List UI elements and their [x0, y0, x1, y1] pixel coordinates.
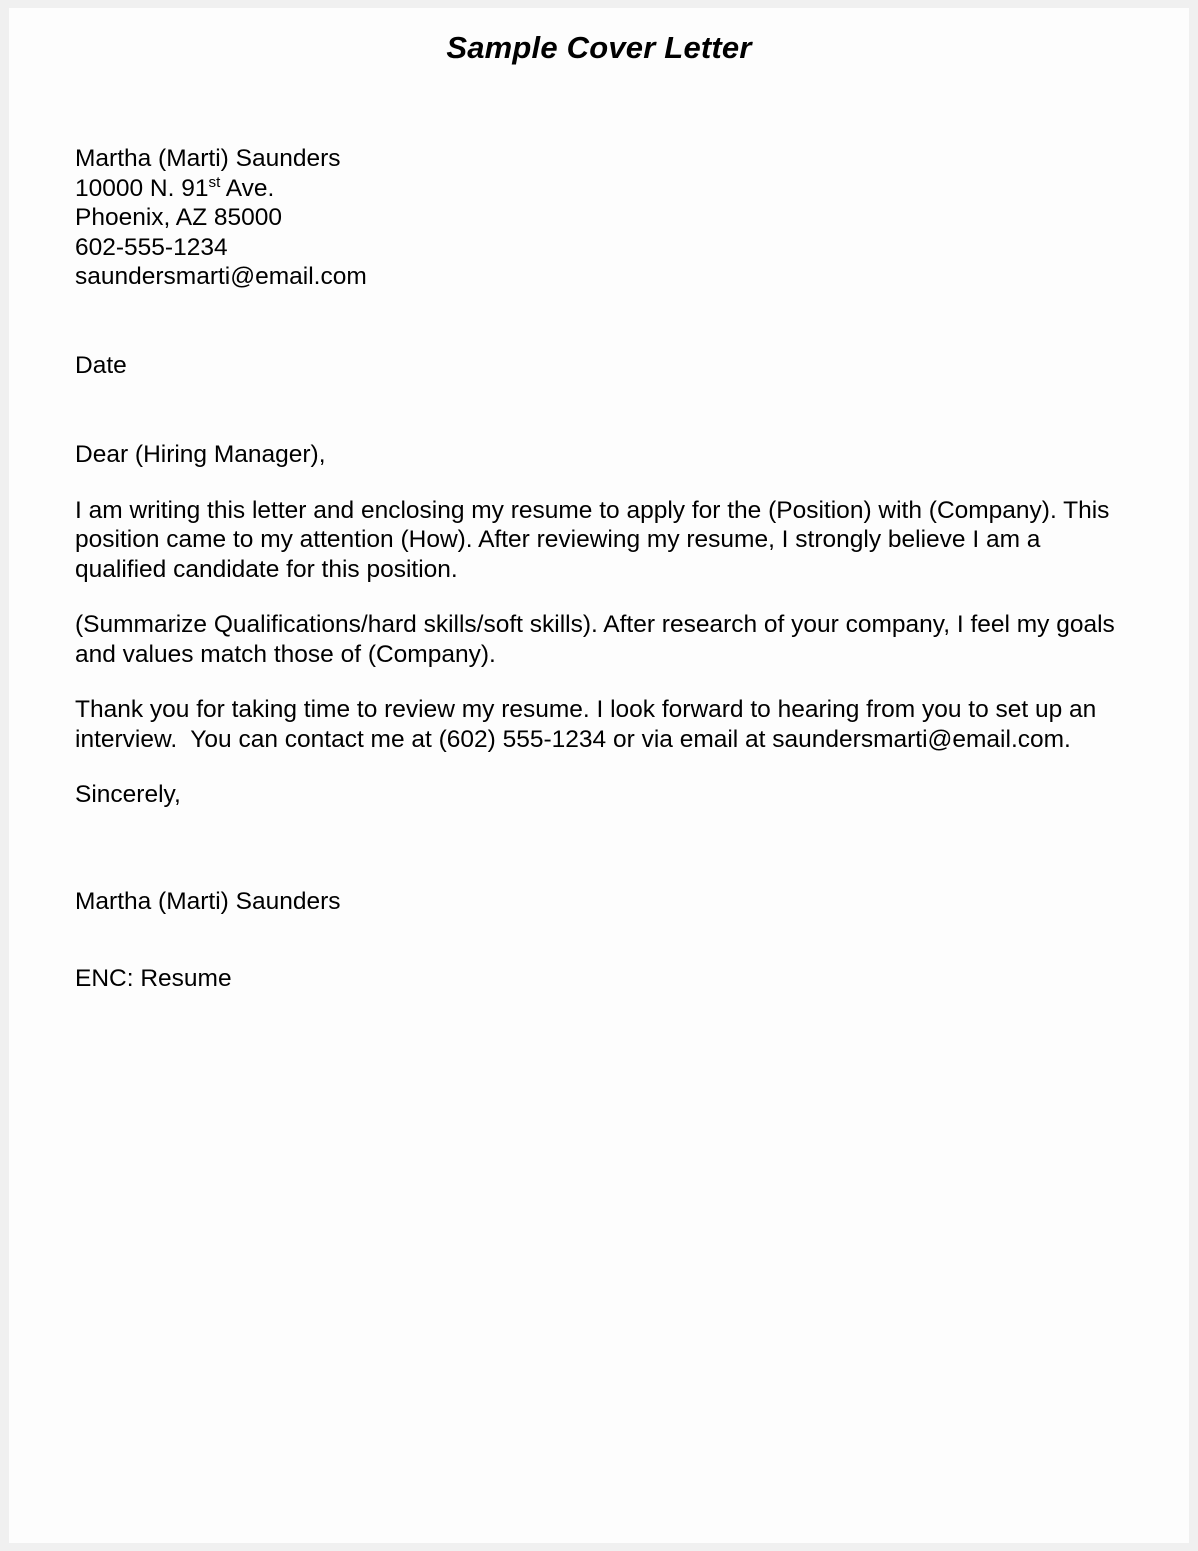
sender-street-number: 10000 N. 91 — [75, 174, 209, 202]
sender-phone: 602-555-1234 — [75, 233, 228, 261]
signature-space — [75, 810, 1137, 887]
enclosure-line: ENC: Resume — [75, 965, 232, 992]
letter-body — [75, 144, 1137, 994]
body-paragraph-1: I am writing this letter and enclosing my resume to apply for the (Position) with (Company). This position came to my attention (How). After reviewing my resume, I strongly believe I am a qualified candidate for this position. — [75, 496, 1117, 583]
body-paragraph-3: Thank you for taking time to review my resume. I look forward to hearing from you to set up an interview. You can contact me at (602) 555-1234 or via email at saundersmarti@email.com. — [75, 696, 1104, 753]
sender-street — [75, 174, 1137, 204]
spacer — [75, 380, 1137, 440]
body-paragraph-2: (Summarize Qualifications/hard skills/soft skills). After research of your company, I feel my goals and values match those of (Company). — [75, 611, 1122, 668]
spacer — [75, 292, 1137, 351]
document-page — [9, 8, 1189, 1543]
spacer — [75, 669, 1137, 695]
closing-line: Sincerely, — [75, 781, 181, 808]
spacer — [75, 584, 1137, 610]
sender-name: Martha (Marti) Saunders — [75, 145, 341, 172]
sender-street-suffix: Ave. — [220, 174, 275, 202]
salutation: Dear (Hiring Manager), — [75, 441, 326, 468]
sender-email: saundersmarti@email.com — [75, 263, 367, 290]
sender-address-block — [75, 144, 1137, 292]
sender-street-ordinal: st — [208, 173, 221, 191]
sender-city-state-zip: Phoenix, AZ 85000 — [75, 204, 283, 231]
spacer — [75, 470, 1137, 496]
spacer — [75, 754, 1137, 780]
date-line: Date — [75, 351, 127, 379]
signature-name: Martha (Marti) Saunders — [75, 887, 341, 915]
page-title: Sample Cover Letter — [446, 30, 752, 65]
spacer — [75, 916, 1137, 964]
